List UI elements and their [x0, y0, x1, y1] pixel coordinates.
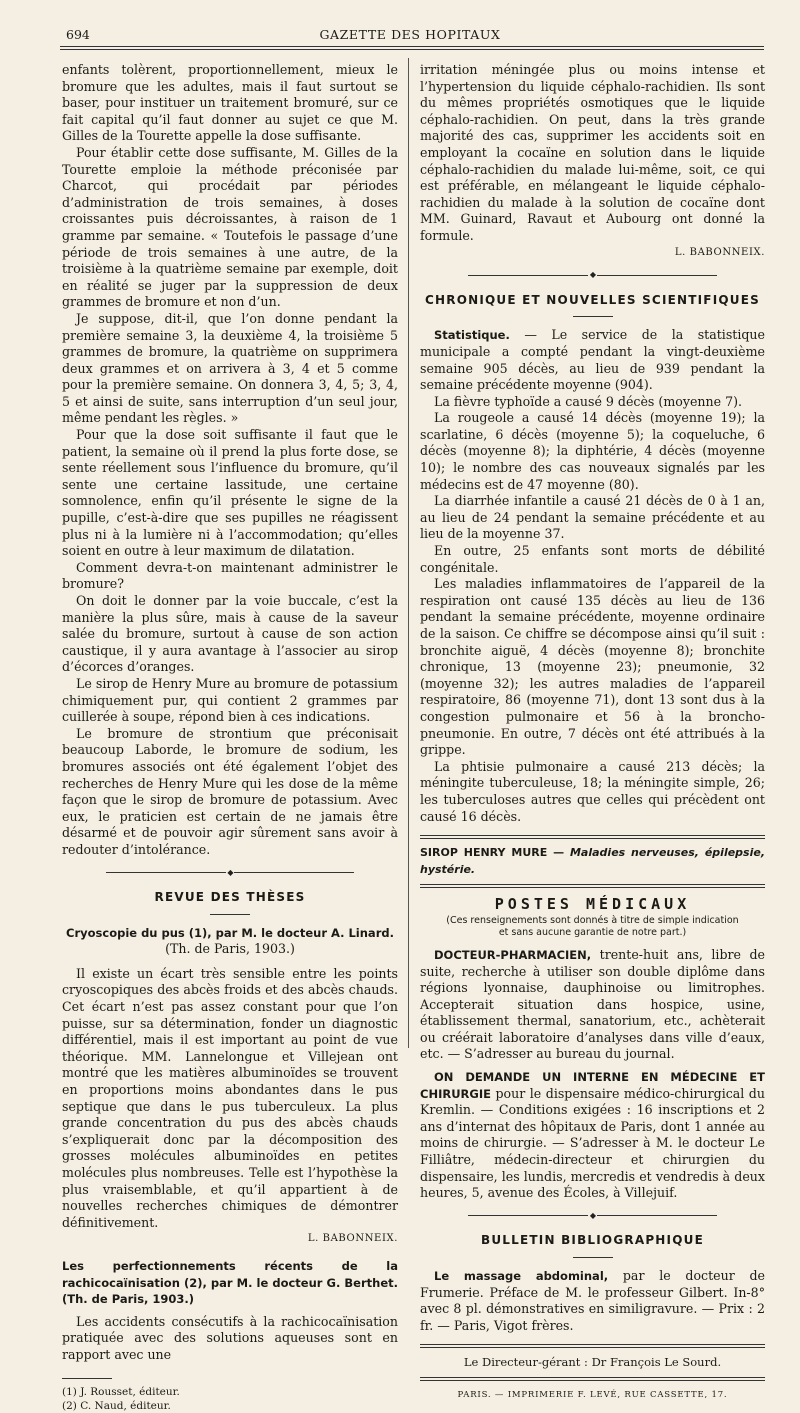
paragraph: La phtisie pulmonaire a causé 213 décès; la méningite tuberculeuse, 18; la méningite simple, 26; les tuberculoses autres que celles qui précèdent ont causé 16 décès.	[420, 758, 765, 824]
postes-heading: POSTES MÉDICAUX	[494, 895, 691, 914]
chronique-heading: CHRONIQUE ET NOUVELLES SCIENTIFIQUES	[425, 292, 760, 307]
section-rule	[420, 1377, 765, 1381]
page-header	[60, 25, 760, 45]
ornament-divider: ◆	[420, 1208, 765, 1225]
paragraph: Les maladies inflammatoires de l’appareil de la respiration ont causé 135 décès au lieu de 136 pendant la semaine précédente, moyenne ordinaire de la saison. Ce chiffre se décompose ainsi qu’il suit : bronchite aiguë, 4 décès (moyenne 8); bronchite chronique, 13 (moyenne 23); pneumonie, 32 (moyenne 32); les autres maladies de l’appareil respiratoire, 86 (moyenne 71), dont 13 sont dus à la congestion pulmonaire et 56 à la broncho-pneumonie. En outre, 7 décès ont été attribués à la grippe.	[420, 576, 765, 758]
paragraph: La diarrhée infantile a causé 21 décès de 0 à 1 an, au lieu de 24 pendant la semaine précédente et au lieu de la moyenne 37.	[420, 493, 765, 542]
sirop-brand: SIROP HENRY MURE —	[420, 846, 565, 860]
sirop-notice	[420, 845, 765, 878]
thesis-subtitle: (Th. de Paris, 1903.)	[165, 941, 295, 957]
column-divider	[408, 58, 409, 1048]
signature: L. BABONNEIX.	[307, 1233, 398, 1245]
section-rule	[420, 1344, 765, 1348]
biblio-heading: BULLETIN BIBLIOGRAPHIQUE	[481, 1233, 704, 1248]
paragraph: Pour établir cette dose suffisante, M. Gilles de la Tourette emploie la méthode préconisée par Charcot, qui procédait par périodes d’administration de trois semaines, à doses croissantes puis décroissantes, à raison de 1 gramme par semaine. « Toutefois le passage d’une période de trois semaines à une autre, de la troisième à la quatrième semaine par exemple, doit en réalité se juger par la suppression de deux grammes de bromure et non d’un.	[62, 144, 398, 310]
right-column	[420, 62, 765, 1404]
postes-note: et sans aucune garantie de notre part.)	[498, 926, 687, 938]
thesis-title: Les perfectionnements récents de la rachicocaïnisation (2), par M. le docteur G. Berthet. (Th. de Paris, 1903.)	[62, 1258, 398, 1307]
paragraph: Comment devra-t-on maintenant administrer le bromure?	[62, 559, 398, 592]
paragraph: En outre, 25 enfants sont morts de débilité congénitale.	[420, 543, 765, 575]
heading-rule	[210, 914, 250, 915]
footnote: (2) C. Naud, éditeur.	[62, 1399, 171, 1412]
left-column	[62, 62, 398, 1413]
footnote: (1) J. Rousset, éditeur.	[62, 1385, 180, 1398]
ad-lead: ON DEMANDE UN INTERNE EN MÉDECINE ET CHIRURGIE	[420, 1070, 765, 1101]
paragraph: Pour que la dose soit suffisante il faut que le patient, la semaine où il prend la plus forte dose, se sente réellement sous l’influence du bromure, qu’il sente une certaine lassitude, une certaine somnolence, enfin qu’il présente le signe de la pupille, c’est-à-dire que ses pupilles ne réagissent plus ni à la lumière ni à l’accommodation; qu’elles soient en outre à leur maximum de dilatation.	[62, 427, 398, 559]
page-number: 694	[66, 27, 90, 42]
imprimerie: PARIS. — IMPRIMERIE F. LEVÉ, RUE CASSETTE, 17.	[457, 1389, 728, 1400]
paragraph: Le sirop de Henry Mure au bromure de potassium chimiquement pur, qui contient 2 grammes par cuillerée à soupe, répond bien à ces indications.	[62, 675, 398, 725]
section-rule	[420, 884, 765, 888]
paragraph: La rougeole a causé 14 décès (moyenne 19); la scarlatine, 6 décès (moyenne 5); la coqueluche, 6 décès (moyenne 8); la diphtérie, 4 décès (moyenne 10); le nombre des cas nouveaux signalés par les médecins est de 47 moyenne (80).	[420, 410, 765, 492]
directeur-gerant: Le Directeur-gérant : Dr François Le Sourd.	[463, 1355, 722, 1370]
paragraph: enfants tolèrent, proportionnellement, mieux le bromure que les adultes, mais il faut surtout se baser, pour instituer un traitement bromuré, sur ce fait capital qu’il faut donner au sujet ce que M. Gilles de la Tourette appelle la dose suffisante.	[62, 62, 398, 144]
ad-text: pour le dispensaire médico-chirurgical du Kremlin. — Conditions exigées : 16 inscriptions et 2 ans d’internat des hôpitaux de Paris, dont 1 année au moins de chirurgie. — S’adresser à M. le docteur Le Filliâtre, médecin-directeur et chirurgien du dispensaire, les lundis, mercredis et vendredis à deux heures, 5, avenue des Écoles, à Villejuif.	[420, 1085, 765, 1201]
paragraph: La fièvre typhoïde a causé 9 décès (moyenne 7).	[434, 393, 743, 409]
signature: L. BABONNEIX.	[674, 246, 765, 258]
paragraph: Il existe un écart très sensible entre les points cryoscopiques des abcès froids et des abcès chauds. Cet écart n’est pas assez constant pour que l’on puisse, sur sa détermination, fonder un diagnostic différentiel, mais il est important au point de vue théorique. MM. Lannelongue et Villejean ont montré que les matières albuminoïdes se trouvent en proportions moins abondantes dans le pus septique que dans le pus tuberculeux. La plus grande concentration du pus des abcès chauds s’expliquerait donc par la décomposition des grosses molécules albuminoïdes en petites molécules plus nombreuses. Telle est l’hypothèse la plus vraisemblable, et qu’il appartient à de nouvelles recherches chimiques de démontrer définitivement.	[62, 965, 398, 1230]
revue-heading: REVUE DES THÈSES	[154, 890, 306, 905]
header-rule	[60, 46, 764, 50]
ornament-divider: ◆	[420, 267, 765, 284]
paragraph: irritation méningée plus ou moins intense et l’hypertension du liquide céphalo-rachidien. Ils sont du mêmes propriétés osmotiques que le liquide céphalo-rachidien. On peut, dans la très grande majorité des cas, supprimer les accidents soit en employant la cocaïne en solution dans le liquide céphalo-rachidien du malade lui-même, soit, ce qui est préférable, en mélangeant le liquide céphalo-rachidien du malade à la solution de cocaïne dont MM. Guinard, Ravaut et Aubourg ont donné la formule.	[420, 62, 765, 243]
paragraph: Je suppose, dit-il, que l’on donne pendant la première semaine 3, la deuxième 4, la troisième 5 grammes de bromure, la quatrième on supprimera deux grammes et on arrivera à 3, 4 et 5 comme pour la première semaine. On donnera 3, 4, 5; 3, 4, 5 et ainsi de suite, sans interruption d’un seul jour, même pendant les règles. »	[62, 310, 398, 426]
heading-rule	[573, 316, 613, 317]
paragraph: Les accidents consécutifs à la rachicocaïnisation pratiquée avec des solutions aqueuses sont en rapport avec une	[62, 1313, 398, 1362]
postes-note: (Ces renseignements sont donnés à titre de simple indication	[446, 914, 739, 926]
footnote-rule	[62, 1378, 112, 1379]
book-title: Le massage abdominal,	[434, 1269, 609, 1283]
paragraph: Le bromure de strontium que préconisait beaucoup Laborde, le bromure de sodium, les bromures associés ont été également l’objet des recherches de Henry Mure qui les dose de la même façon que le sirop de bromure de potassium. Avec eux, le praticien est certain de ne jamais être désarmé et de pouvoir agir sûrement sans avoir à redouter d’intolérance.	[62, 725, 398, 857]
heading-rule	[573, 1257, 613, 1258]
sirop-indications: Maladies nerveuses, épilepsie, hystérie.	[420, 846, 765, 876]
ad-lead: DOCTEUR-PHARMACIEN,	[434, 947, 592, 962]
section-rule	[420, 835, 765, 839]
lead-word: Statistique.	[434, 328, 510, 343]
journal-title: GAZETTE DES HOPITAUX	[319, 27, 501, 42]
thesis-title: Cryoscopie du pus (1), par M. le docteur A. Linard.	[66, 925, 394, 940]
ornament-divider: ◆	[62, 865, 398, 882]
paragraph: On doit le donner par la voie buccale, c’est la manière la plus sûre, mais à cause de la saveur salée du bromure, surtout à cause de son action caustique, il y aura avantage à l’associer au sirop d’écorces d’oranges.	[62, 593, 398, 675]
paragraph-text: — Le service de la statistique municipale a compté pendant la vingt-deuxième semaine 905 décès, au lieu de 939 pendant la semaine précédente moyenne (904).	[420, 327, 765, 393]
book-details: par le docteur de Frumerie. Préface de M. le professeur Gilbert. In-8° avec 8 pl. démonstratives en similigravure. — Prix : 2 fr. — Paris, Vigot frères.	[420, 1268, 765, 1333]
ad-text: trente-huit ans, libre de suite, recherche à utiliser son double diplôme dans régions lyonnaise, dauphinoise ou limitrophes. Accepterait situation dans hospice, usine, établissement thermal, sanatorium, etc., achèterait ou créérait laboratoire d’analyses dans ville d’eaux, etc. — S’adresser au bureau du journal.	[420, 946, 765, 1062]
